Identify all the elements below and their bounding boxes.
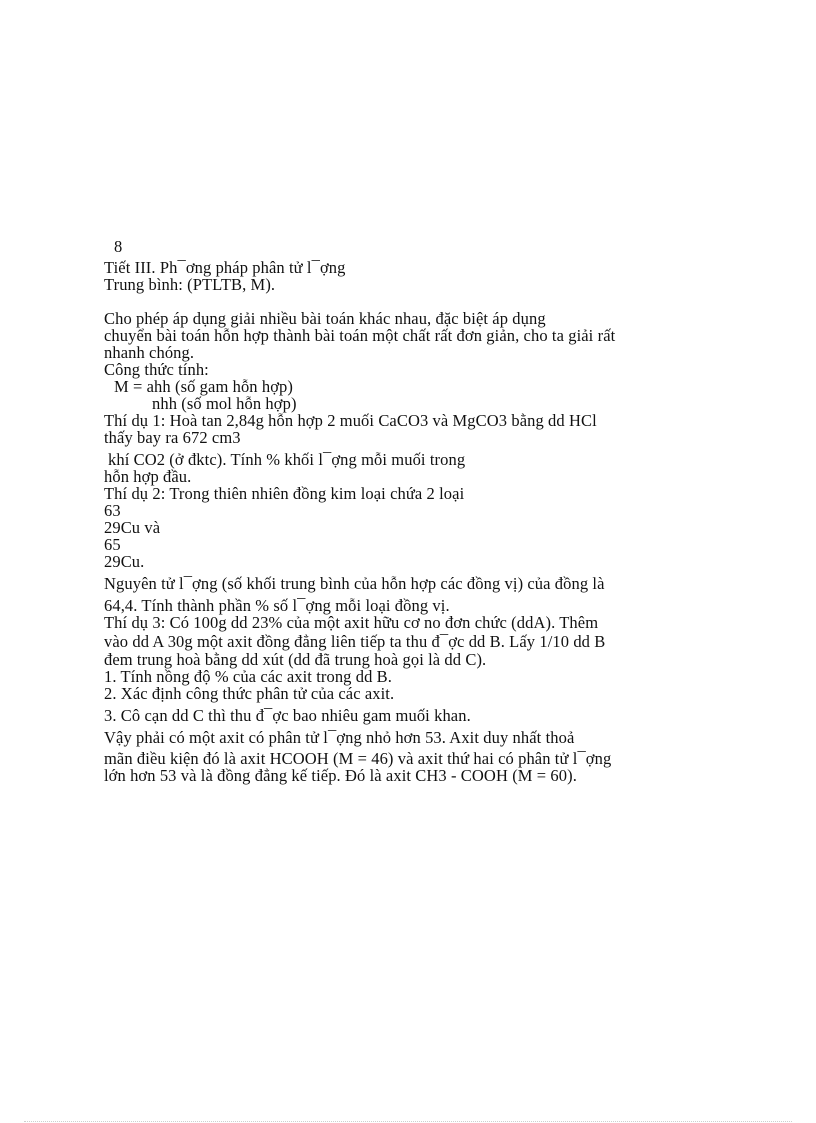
example-1-line-4: hỗn hợp đầu. <box>104 467 192 486</box>
page-number: 8 <box>114 237 123 256</box>
section-heading: Tiết III. Ph¯ơng pháp phân tử l¯ợng <box>104 258 346 277</box>
isotope-mass-63: 63 <box>104 501 121 520</box>
example-1-line-1: Thí dụ 1: Hoà tan 2,84g hỗn hợp 2 muối CaCO3 và MgCO3 bằng dd HCl <box>104 411 597 430</box>
formula-numerator: M = ahh (số gam hỗn hợp) <box>114 377 293 396</box>
question-2: 2. Xác định công thức phân tử của các axit. <box>104 684 395 703</box>
example-1-line-2: thấy bay ra 672 cm3 <box>104 428 241 447</box>
question-1: 1. Tính nồng độ % của các axit trong dd B. <box>104 667 393 686</box>
example-2-line-1: Thí dụ 2: Trong thiên nhiên đồng kim loại chứa 2 loại <box>104 484 465 503</box>
example-2-line-6: Nguyên tử l¯ợng (số khối trung bình của hỗn hợp các đồng vị) của đồng là <box>104 574 605 593</box>
formula-denominator: nhh (số mol hỗn hợp) <box>152 394 297 413</box>
conclusion-line-2: mãn điều kiện đó là axit HCOOH (M = 46) và axit thứ hai có phân tử l¯ợng <box>104 749 612 768</box>
example-3-line-2: vào dd A 30g một axit đồng đẳng liên tiếp ta thu đ¯ợc dd B. Lấy 1/10 dd B <box>104 632 606 651</box>
example-2-line-7: 64,4. Tính thành phần % số l¯ợng mỗi loại đồng vị. <box>104 596 450 615</box>
example-3-line-3: đem trung hoà bằng dd xút (dd đã trung hoà gọi là dd C). <box>104 650 487 669</box>
intro-line-2: chuyển bài toán hỗn hợp thành bài toán một chất rất đơn giản, cho ta giải rất <box>104 326 616 345</box>
isotope-cu-2: 29Cu. <box>104 552 145 571</box>
intro-line-3: nhanh chóng. <box>104 343 195 362</box>
example-3-line-1: Thí dụ 3: Có 100g dd 23% của một axit hữu cơ no đơn chức (ddA). Thêm <box>104 613 599 632</box>
example-1-line-3: khí CO2 (ở đktc). Tính % khối l¯ợng mỗi muối trong <box>108 450 466 469</box>
formula-label: Công thức tính: <box>104 360 209 379</box>
isotope-mass-65: 65 <box>104 535 121 554</box>
bottom-dotted-divider <box>24 1121 792 1122</box>
intro-line-1: Cho phép áp dụng giải nhiều bài toán khác nhau, đặc biệt áp dụng <box>104 309 546 328</box>
question-3: 3. Cô cạn dd C thì thu đ¯ợc bao nhiêu gam muối khan. <box>104 706 471 725</box>
conclusion-line-1: Vậy phải có một axit có phân tử l¯ợng nhỏ hơn 53. Axit duy nhất thoả <box>104 728 575 747</box>
conclusion-line-3: lớn hơn 53 và là đồng đẳng kế tiếp. Đó là axit CH3 - COOH (M = 60). <box>104 766 577 785</box>
isotope-cu-1: 29Cu và <box>104 518 161 537</box>
section-subheading: Trung bình: (PTLTB, M). <box>104 275 276 294</box>
